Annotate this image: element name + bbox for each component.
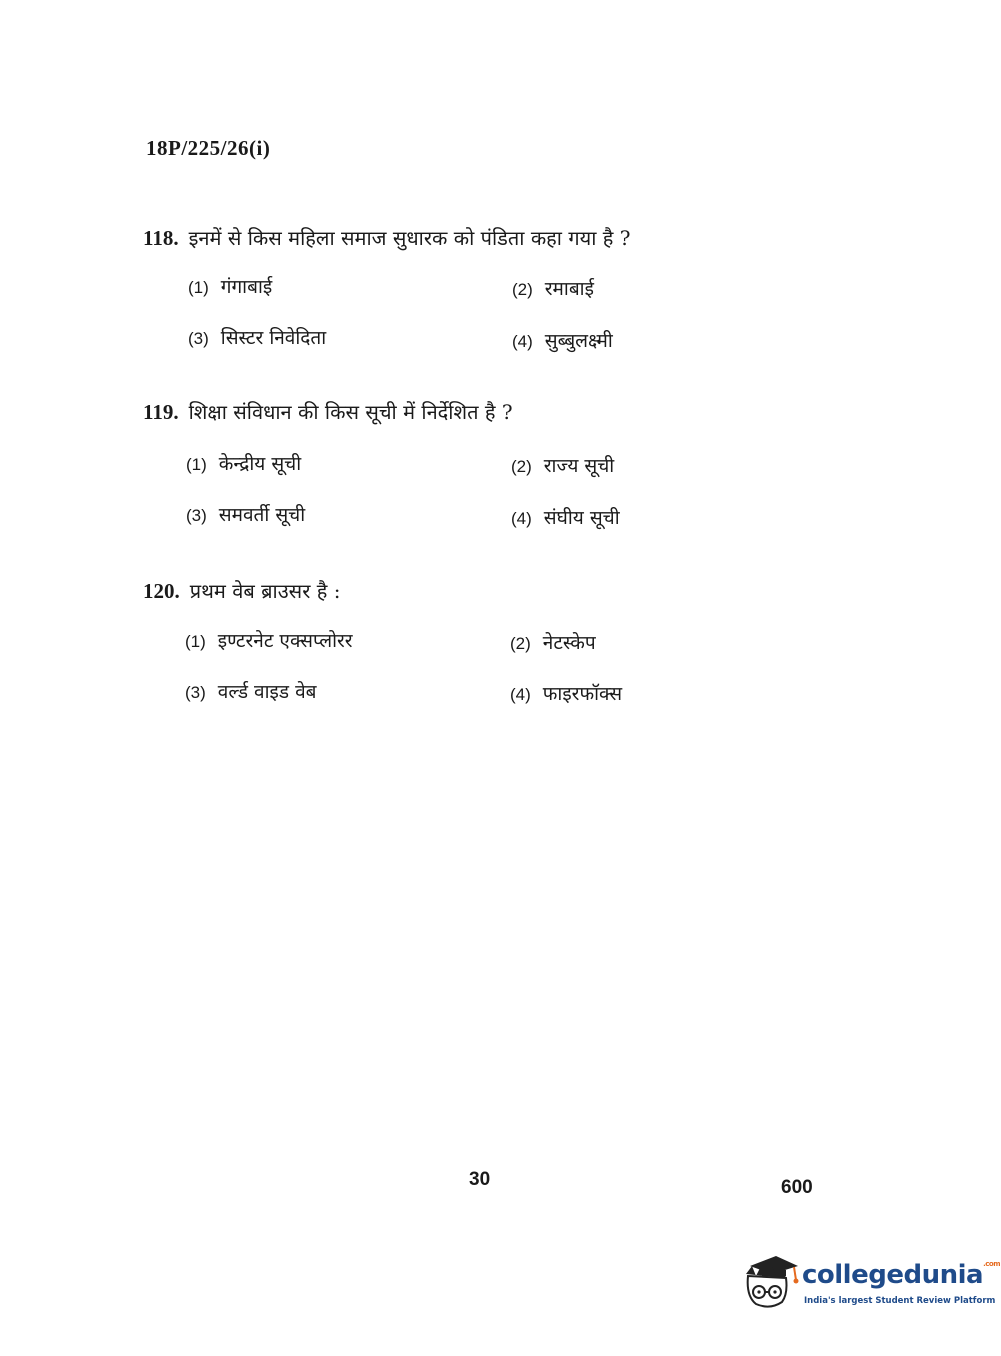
- total-count: 600: [781, 1177, 813, 1198]
- option-number: (1): [188, 278, 209, 297]
- option-4: [511, 505, 620, 532]
- question-number: 120.: [143, 579, 180, 603]
- question-number: 119.: [143, 400, 179, 424]
- option-text: राज्य सूची: [543, 455, 615, 477]
- option-2: [510, 630, 596, 657]
- option-number: (2): [511, 457, 532, 476]
- option-3: [188, 325, 326, 352]
- question-text: इनमें से किस महिला समाज सुधारक को पंडिता कहा गया है ?: [188, 226, 631, 250]
- page-number: 30: [469, 1169, 491, 1190]
- option-number: (3): [188, 329, 209, 348]
- option-1: [188, 274, 272, 301]
- option-number: (3): [186, 506, 207, 525]
- logo-wordmark: collegedunia: [802, 1260, 984, 1290]
- option-text: केन्द्रीय सूची: [218, 453, 302, 475]
- option-number: (4): [511, 509, 532, 528]
- option-number: (1): [186, 455, 207, 474]
- option-text: सुब्बुलक्ष्मी: [544, 330, 613, 352]
- option-text: सिस्टर निवेदिता: [220, 327, 327, 349]
- logo-tagline: India's largest Student Review Platform: [804, 1296, 996, 1306]
- option-2: [512, 276, 594, 303]
- option-2: [511, 453, 614, 480]
- option-text: फाइरफॉक्स: [542, 683, 623, 705]
- question-text: प्रथम वेब ब्राउसर है :: [189, 579, 341, 603]
- option-number: (2): [512, 280, 533, 299]
- mascot-icon: [742, 1252, 800, 1312]
- collegedunia-logo: [742, 1252, 1000, 1312]
- option-number: (4): [512, 332, 533, 351]
- option-text: नेटस्केप: [542, 632, 596, 654]
- logo-tld: .com: [983, 1260, 1000, 1268]
- option-text: गंगाबाई: [220, 276, 273, 298]
- option-4: [510, 681, 622, 708]
- option-number: (3): [185, 683, 206, 702]
- question-number: 118.: [143, 226, 179, 250]
- paper-code: 18P/225/26(i): [146, 136, 271, 160]
- option-3: [186, 502, 305, 529]
- option-4: [512, 328, 613, 355]
- option-1: [185, 628, 353, 655]
- option-text: संघीय सूची: [543, 507, 620, 529]
- option-text: इण्टरनेट एक्सप्लोरर: [217, 630, 353, 652]
- question-text: शिक्षा संविधान की किस सूची में निर्देशित है ?: [188, 400, 513, 424]
- option-3: [185, 679, 316, 706]
- option-number: (2): [510, 634, 531, 653]
- option-text: वर्ल्ड वाइड वेब: [217, 681, 317, 703]
- option-1: [186, 451, 301, 478]
- option-number: (1): [185, 632, 206, 651]
- option-text: रमाबाई: [544, 278, 594, 300]
- option-text: समवर्ती सूची: [218, 504, 306, 526]
- option-number: (4): [510, 685, 531, 704]
